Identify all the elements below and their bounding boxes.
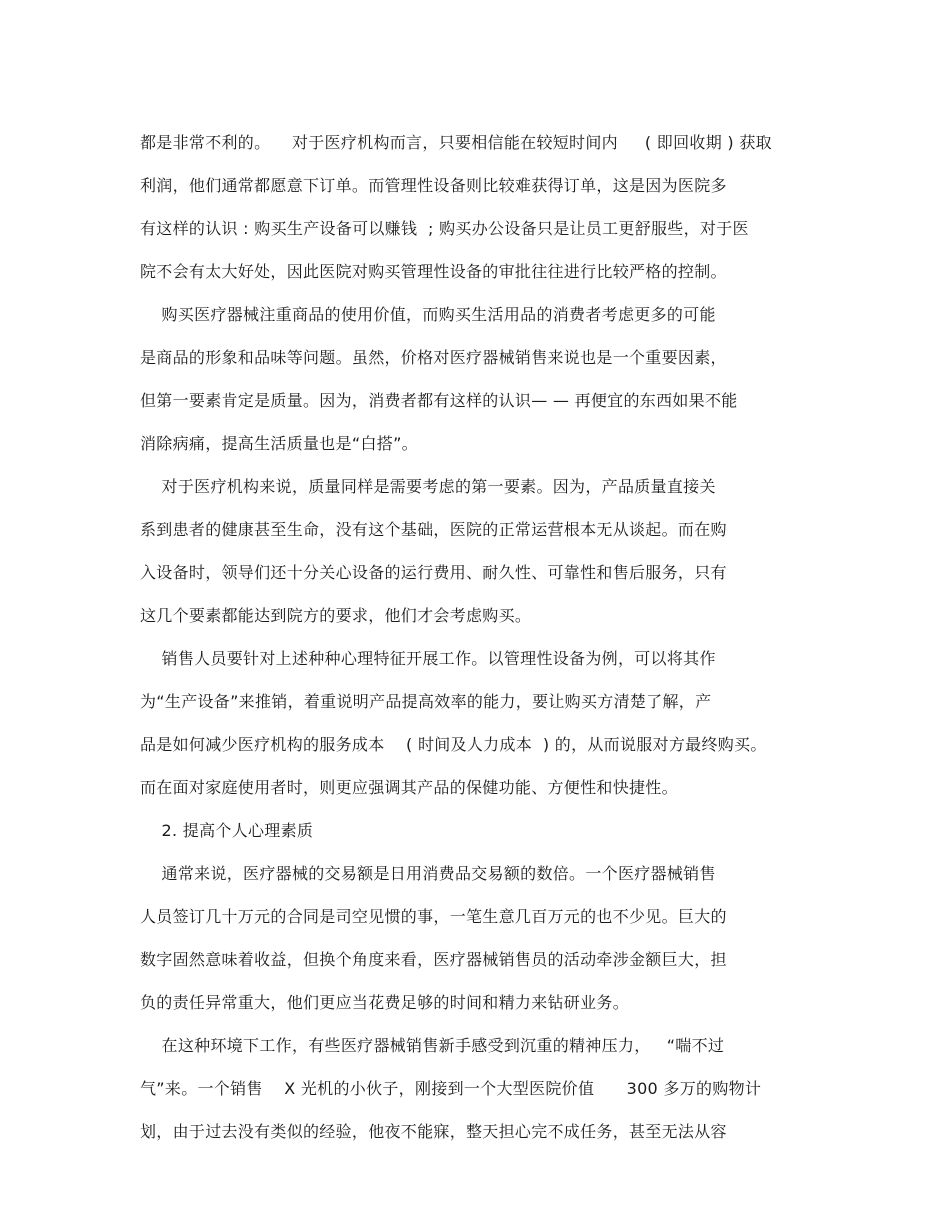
text-line: 数字固然意味着收益，但换个角度来看，医疗器械销售员的活动牵涉金额巨大，担 (140, 950, 727, 969)
text-line: 但第一要素肯定是质量。因为，消费者都有这样的认识— — 再便宜的东西如果不能 (140, 391, 738, 410)
paragraph-start-line: 在这种环境下工作，有些医疗器械销售新手感受到沉重的精神压力， “喘不过 (140, 1036, 725, 1055)
section-heading: 2. 提高个人心理素质 (140, 821, 314, 840)
text-line: 划，由于过去没有类似的经验，他夜不能寐，整天担心完不成任务，甚至无法从容 (140, 1122, 727, 1141)
text-line: 有这样的认识 : 购买生产设备可以赚钱 ; 购买办公设备只是让员工更舒服些，对于医 (140, 219, 749, 238)
text-line: 负的责任异常重大，他们更应当花费足够的时间和精力来钻研业务。 (140, 993, 630, 1012)
text-line: 利润，他们通常都愿意下订单。而管理性设备则比较难获得订单，这是因为医院多 (140, 176, 727, 195)
text-line: 都是非常不利的。 对于医疗机构而言，只要相信能在较短时间内 ( 即回收期 ) 获取 (140, 133, 772, 152)
text-line: 气”来。一个销售 X 光机的小伙子，刚接到一个大型医院价值 300 多万的购物计 (140, 1079, 762, 1098)
text-line: 院不会有太大好处，因此医院对购买管理性设备的审批往往进行比较严格的控制。 (140, 262, 727, 281)
paragraph-start-line: 购买医疗器械注重商品的使用价值，而购买生活用品的消费者考虑更多的可能 (140, 305, 716, 324)
text-line: 系到患者的健康甚至生命，没有这个基础，医院的正常运营根本无从谈起。而在购 (140, 520, 727, 539)
paragraph-start-line: 对于医疗机构来说，质量同样是需要考虑的第一要素。因为，产品质量直接关 (140, 477, 716, 496)
text-line: 消除病痛，提高生活质量也是“白搭”。 (140, 434, 418, 453)
text-line: 品是如何减少医疗机构的服务成本 ( 时间及人力成本 ) 的，从而说服对方最终购买。 (140, 735, 767, 754)
text-line: 这几个要素都能达到院方的要求，他们才会考虑购买。 (140, 606, 532, 625)
text-line: 而在面对家庭使用者时，则更应强调其产品的保健功能、方便性和快捷性。 (140, 778, 678, 797)
paragraph-start-line: 销售人员要针对上述种种心理特征开展工作。以管理性设备为例，可以将其作 (140, 649, 716, 668)
paragraph-start-line: 通常来说，医疗器械的交易额是日用消费品交易额的数倍。一个医疗器械销售 (140, 864, 716, 883)
text-line: 为“生产设备”来推销，着重说明产品提高效率的能力，要让购买方清楚了解，产 (140, 692, 712, 711)
text-line: 是商品的形象和品味等问题。虽然，价格对医疗器械销售来说也是一个重要因素， (140, 348, 727, 367)
text-line: 人员签订几十万元的合同是司空见惯的事，一笔生意几百万元的也不少见。巨大的 (140, 907, 727, 926)
text-line: 入设备时，领导们还十分关心设备的运行费用、耐久性、可靠性和售后服务，只有 (140, 563, 727, 582)
